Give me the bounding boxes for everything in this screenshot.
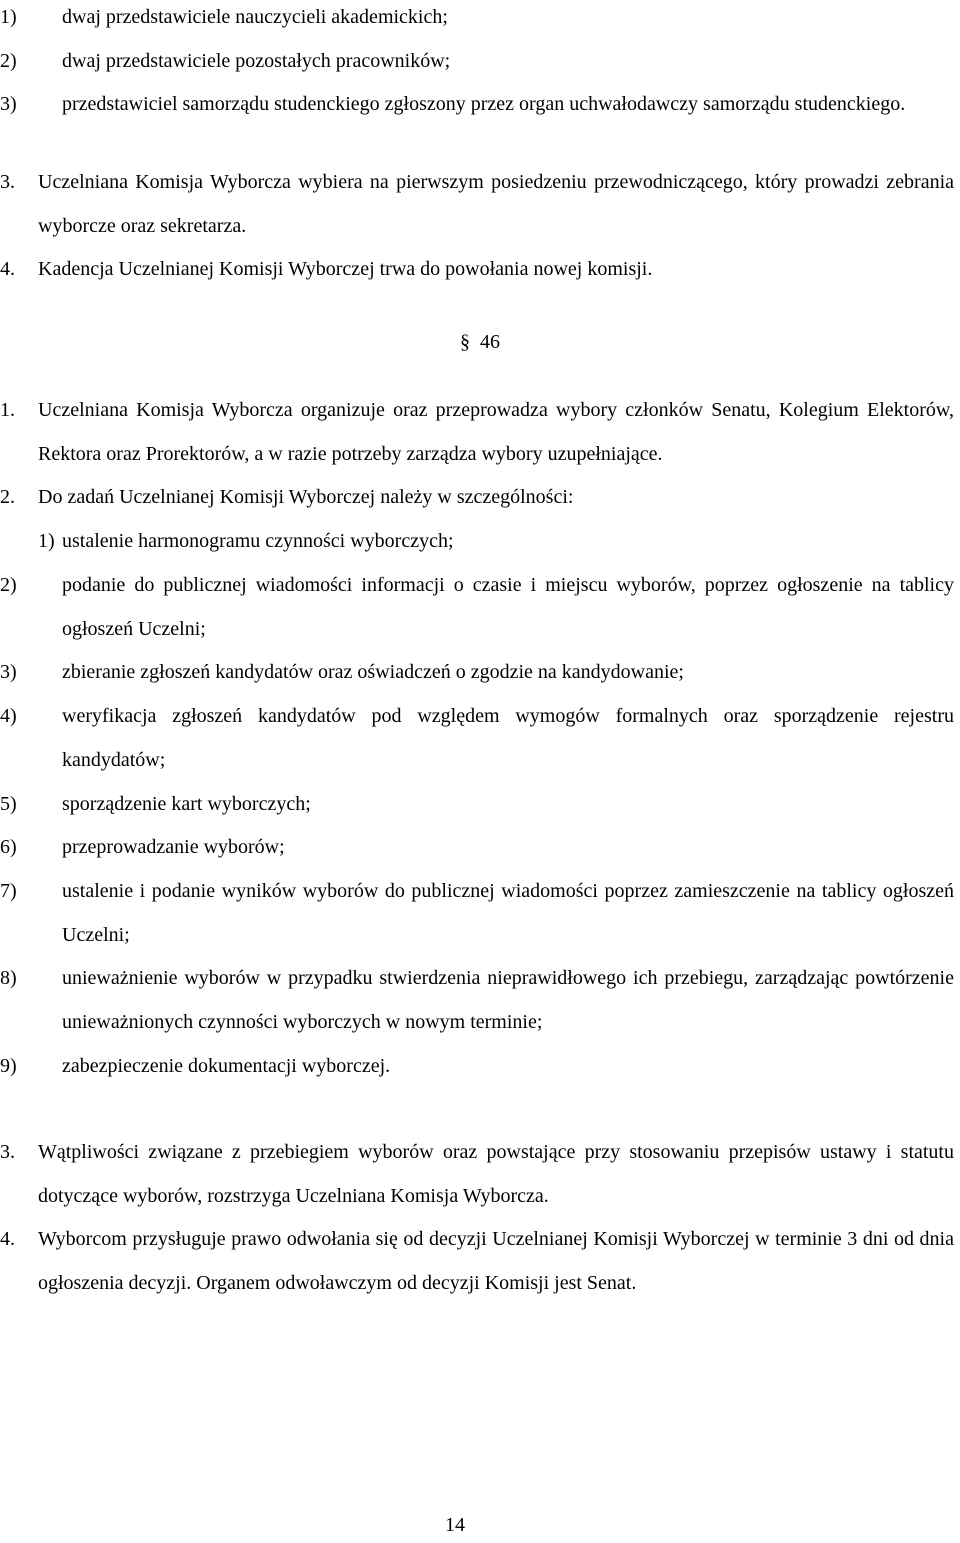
item-number: 2)	[0, 49, 17, 72]
task-number: 9)	[0, 1054, 17, 1077]
section-number: 46	[480, 331, 500, 353]
section-heading	[0, 321, 960, 365]
point-number: 3.	[0, 171, 15, 193]
point-item	[0, 1218, 954, 1305]
point-number: 1.	[0, 399, 15, 421]
task-number: 2)	[0, 574, 17, 596]
point-text: Kadencja Uczelnianej Komisji Wyborczej trwa do powołania nowej komisji.	[38, 258, 653, 281]
point-text: Do zadań Uczelnianej Komisji Wyborczej należy w szczególności:	[38, 486, 574, 509]
point-number: 2.	[0, 486, 15, 509]
task-item	[0, 826, 954, 870]
list-item	[0, 0, 954, 40]
task-item	[0, 695, 954, 782]
point-item	[0, 1131, 954, 1218]
task-number: 3)	[0, 661, 17, 684]
item-number: 1)	[0, 6, 17, 28]
task-item	[0, 1045, 954, 1089]
task-text: zabezpieczenie dokumentacji wyborczej.	[62, 1054, 391, 1077]
task-number: 4)	[0, 705, 17, 728]
task-item	[0, 783, 954, 827]
task-list	[0, 564, 954, 1088]
task-item	[0, 651, 954, 695]
section-symbol: §	[460, 331, 470, 353]
member-list	[0, 0, 954, 127]
task-text: zbieranie zgłoszeń kandydatów oraz oświadczeń o zgodzie na kandydowanie;	[62, 661, 684, 684]
point-item	[0, 476, 954, 520]
task-item	[0, 564, 954, 651]
point-text: Uczelniana Komisja Wyborcza organizuje oraz przeprowadza wybory członków Senatu, Kolegium Elektorów, Rektora oraz Prorektorów, a w razie potrzeby zarządza wybory uzupełniające.	[38, 399, 954, 465]
item-number: 3)	[0, 93, 17, 116]
task-item	[0, 957, 954, 1044]
point-item	[0, 389, 954, 476]
item-text: dwaj przedstawiciele nauczycieli akademickich;	[62, 6, 448, 28]
task-item	[38, 520, 954, 564]
section-body	[0, 389, 954, 564]
task-text: podanie do publicznej wiadomości informacji o czasie i miejscu wyborów, poprzez ogłoszenie na tablicy ogłoszeń Uczelni;	[62, 574, 954, 640]
task-number: 6)	[0, 836, 17, 859]
point-number: 3.	[0, 1141, 15, 1163]
point-text: Wątpliwości związane z przebiegiem wyborów oraz powstające przy stosowaniu przepisów ustawy i statutu dotyczące wyborów, rozstrzyga Uczelniana Komisja Wyborcza.	[38, 1141, 954, 1207]
task-number: 5)	[0, 792, 17, 815]
list-item	[0, 83, 954, 127]
task-text: ustalenie i podanie wyników wyborów do publicznej wiadomości poprzez zamieszczenie na tablicy ogłoszeń Uczelni;	[62, 879, 954, 946]
task-number: 7)	[0, 879, 17, 902]
point-item	[0, 248, 954, 292]
item-text: przedstawiciel samorządu studenckiego zgłoszony przez organ uchwałodawczy samorządu studenckiego.	[62, 93, 906, 116]
task-text: unieważnienie wyborów w przypadku stwierdzenia nieprawidłowego ich przebiegu, zarządzając powtórzenie unieważnionych czynności wyborczych w nowym terminie;	[62, 967, 954, 1034]
task-text: weryfikacja zgłoszeń kandydatów pod względem wymogów formalnych oraz sporządzenie rejestru kandydatów;	[62, 705, 954, 771]
item-text: dwaj przedstawiciele pozostałych pracowników;	[62, 49, 451, 72]
task-number: 8)	[0, 967, 17, 990]
point-item	[0, 161, 954, 248]
point-number: 4.	[0, 258, 15, 281]
task-item	[0, 870, 954, 957]
task-number: 1)	[38, 530, 55, 553]
point-text: Wyborcom przysługuje prawo odwołania się od decyzji Uczelnianej Komisji Wyborczej w terminie 3 dni od dnia ogłoszenia decyzji. Organem odwoławczym od decyzji Komisji jest Senat.	[38, 1228, 954, 1295]
task-text: ustalenie harmonogramu czynności wyborczych;	[62, 530, 454, 553]
page-number: 14	[445, 1514, 465, 1536]
list-item	[0, 40, 954, 84]
task-text: przeprowadzanie wyborów;	[62, 836, 285, 859]
point-number: 4.	[0, 1228, 15, 1251]
final-points-list	[0, 1131, 954, 1306]
task-text: sporządzenie kart wyborczych;	[62, 792, 311, 815]
point-text: Uczelniana Komisja Wyborcza wybiera na pierwszym posiedzeniu przewodniczącego, który prowadzi zebrania wyborcze oraz sekretarza.	[38, 171, 954, 237]
points-list	[0, 161, 954, 292]
